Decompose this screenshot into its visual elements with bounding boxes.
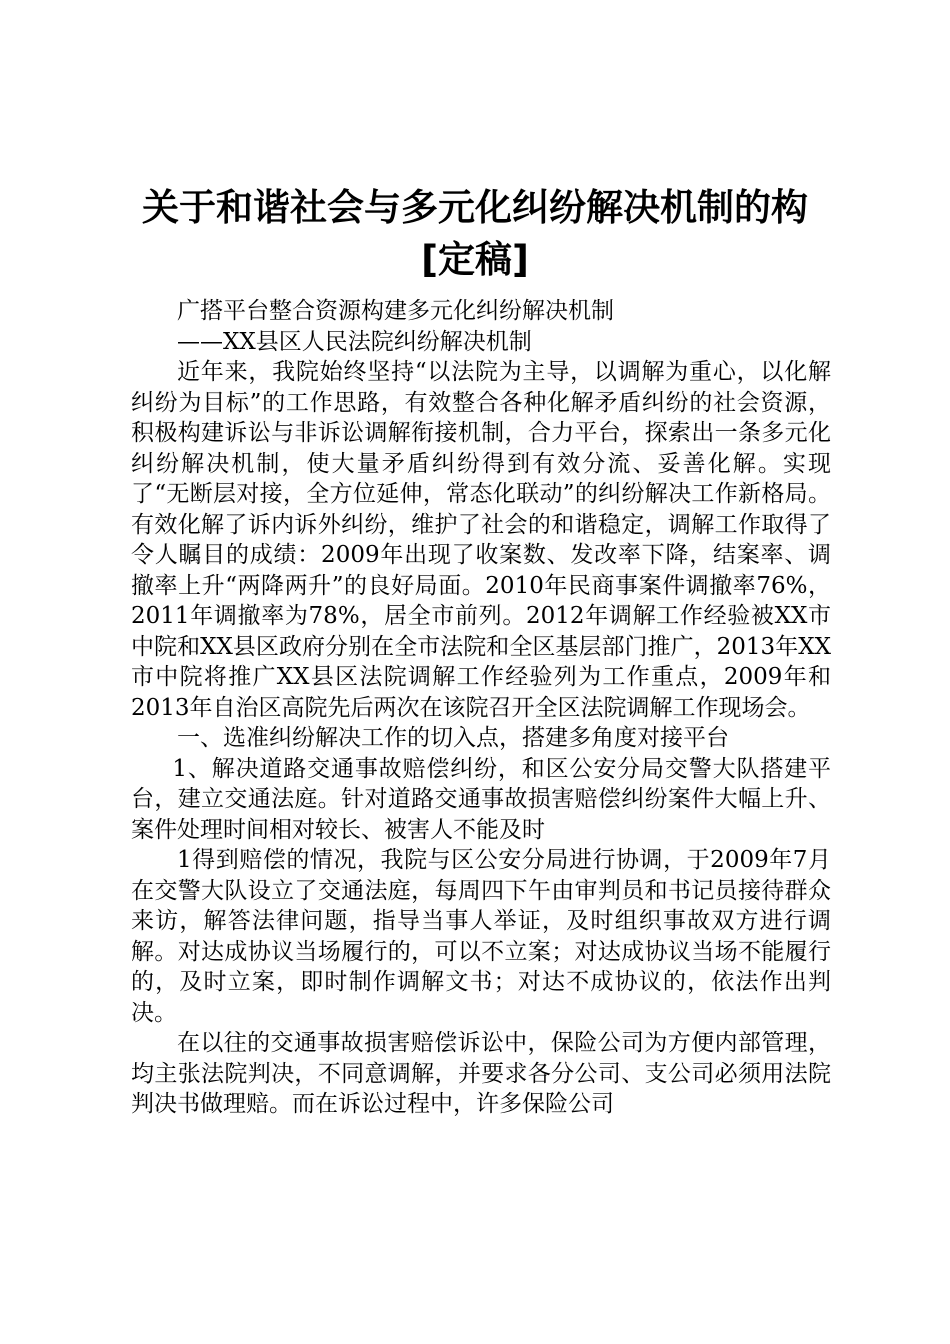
paragraph-intro: 近年来，我院始终坚持“以法院为主导，以调解为重心，以化解纠纷为目标”的工作思路，有效整合各种化解矛盾纠纷的社会资源，积极构建诉讼与非诉讼调解衔接机制，合力平台，探索出一条多元化纠纷解决机制，使大量矛盾纠纷得到有效分流、妥善化解。实现了“无断层对接，全方位延伸，常态化联动”的纠纷解决工作新格局。有效化解了诉内诉外纠纷，维护了社会的和谐稳定，调解工作取得了令人瞩目的成绩：2009年出现了收案数、发改率下降，结案率、调撤率上升“两降两升”的良好局面。2010年民商事案件调撤率76%，2011年调撤率为78%，居全市前列。2012年调解工作经验被XX市中院和XX县区政府分别在全市法院和全区基层部门推广，2013年XX市中院将推广XX县区法院调解工作经验列为工作重点，2009年和2013年自治区高院先后两次在该院召开全区法院调解工作现场会。 (131, 359, 831, 721)
document-title: 关于和谐社会与多元化纠纷解决机制的构[定稿] (142, 186, 808, 281)
document-byline: ——XX县区人民法院纠纷解决机制 (177, 328, 532, 355)
document-body (131, 296, 831, 1120)
paragraph-insurance: 在以往的交通事故损害赔偿诉讼中，保险公司为方便内部管理，均主张法院判决，不同意调解，并要求各分公司、支公司必须用法院判决书做理赔。而在诉讼过程中，许多保险公司 (131, 1030, 831, 1117)
section-heading: 一、选准纠纷解决工作的切入点，搭建多角度对接平台 (177, 725, 729, 751)
document-subtitle: 广搭平台整合资源构建多元化纠纷解决机制 (177, 298, 614, 324)
paragraph-compensation: 1得到赔偿的情况，我院与区公安分局进行协调，于2009年7月在交警大队设立了交通法庭，每周四下午由审判员和书记员接待群众来访，解答法律问题，指导当事人举证，及时组织事故双方进行调解。对达成协议当场履行的，可以不立案；对达成协议当场不能履行的，及时立案，即时制作调解文书；对达不成协议的，依法作出判决。 (131, 847, 831, 1026)
paragraph-traffic-court: 1、解决道路交通事故赔偿纠纷，和区公安分局交警大队搭建平台，建立交通法庭。针对道路交通事故损害赔偿纠纷案件大幅上升、案件处理时间相对较长、被害人不能及时 (131, 755, 831, 843)
